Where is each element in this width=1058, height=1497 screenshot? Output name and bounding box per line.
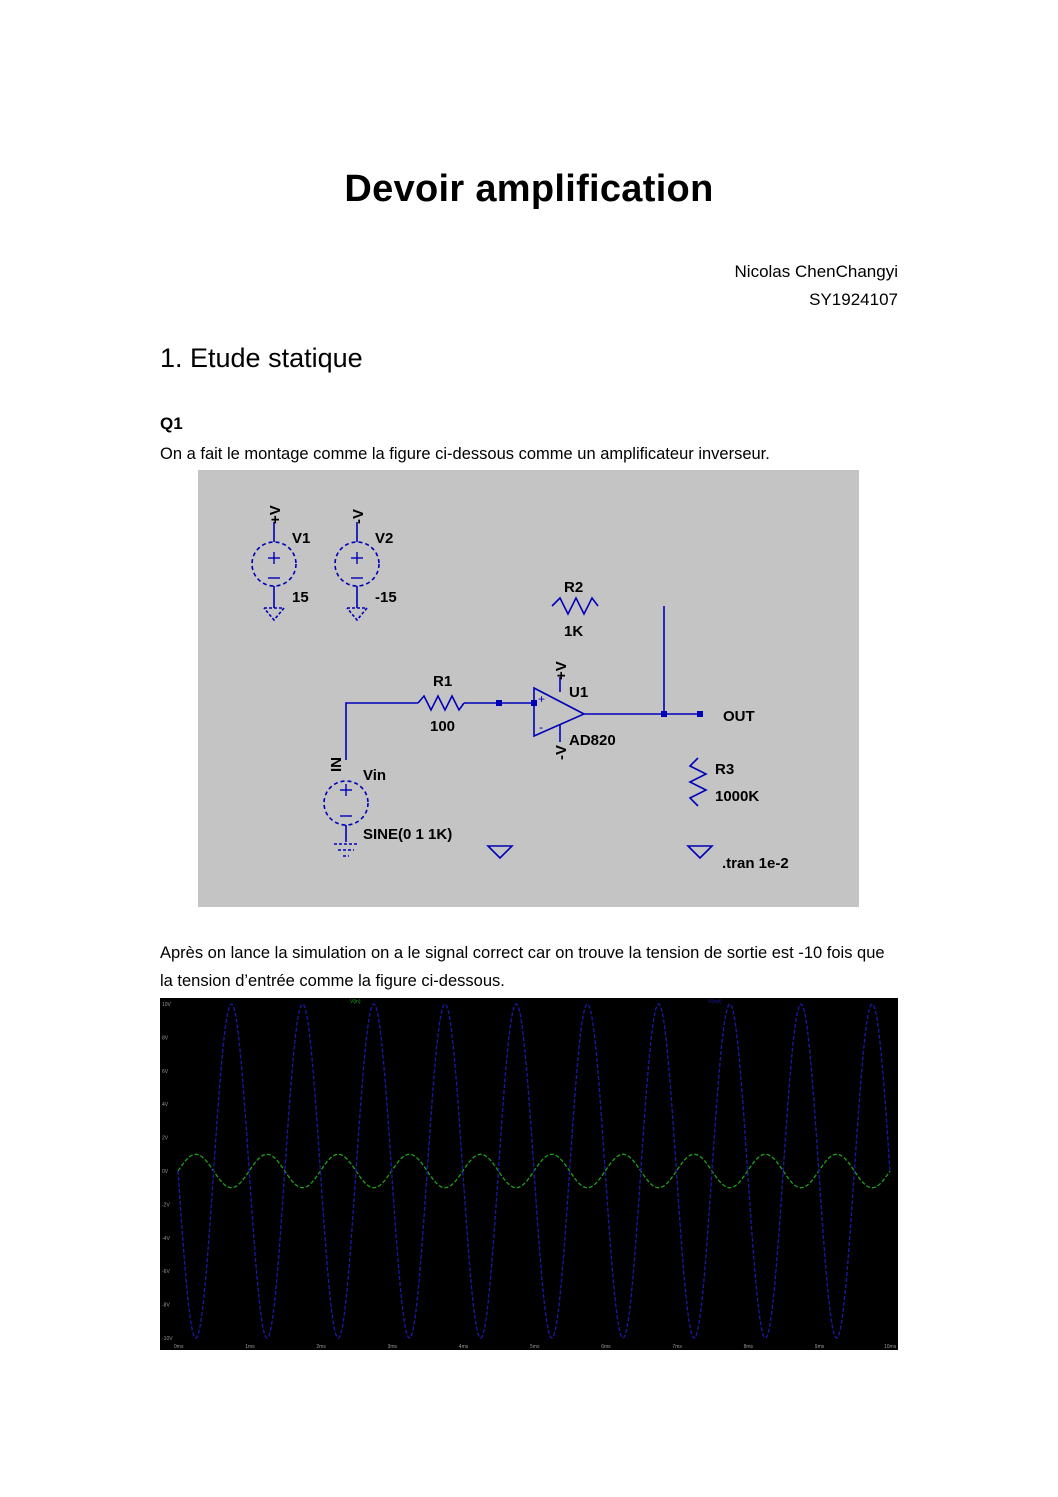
- u1-plus-label: +V: [553, 661, 570, 680]
- x-tick-label: 8ms: [743, 1344, 754, 1350]
- legend-entry: V(out): [708, 999, 722, 1005]
- author-name: Nicolas ChenChangyi: [734, 262, 898, 281]
- x-tick-label: 2ms: [316, 1344, 326, 1350]
- y-tick-label: 6V: [162, 1068, 169, 1075]
- vin-value: SINE(0 1 1K): [363, 826, 453, 843]
- plot-background: [160, 998, 898, 1350]
- tran-directive: .tran 1e-2: [722, 855, 789, 872]
- r2-value: 1K: [564, 623, 584, 640]
- v1-value: 15: [292, 589, 309, 606]
- v1-name: V1: [292, 530, 311, 547]
- y-tick-label: -8V: [162, 1302, 170, 1309]
- waveform-chart: [160, 998, 898, 1350]
- v2-minus-label: -V: [350, 509, 367, 524]
- r3-value: 1000K: [715, 788, 760, 805]
- y-tick-label: 2V: [162, 1135, 169, 1142]
- u1-model: AD820: [569, 732, 616, 749]
- out-label: OUT: [723, 708, 755, 725]
- y-tick-label: 4V: [162, 1102, 169, 1109]
- r1-value: 100: [430, 718, 456, 735]
- r3-name: R3: [715, 761, 735, 778]
- u1-minus-label: -V: [553, 745, 570, 760]
- paragraph-simulation: Après on lance la simulation on a le signal correct car on trouve la tension de sortie est -10 fois que la tension d’entrée comme la figure ci-dessous.: [160, 944, 885, 990]
- v2-value: -15: [375, 589, 397, 606]
- schematic-drawing: [198, 470, 859, 907]
- y-tick-label: -4V: [162, 1235, 170, 1242]
- vin-name: Vin: [363, 767, 387, 784]
- x-tick-label: 3ms: [387, 1344, 398, 1350]
- u1-minus-sign: -: [539, 720, 543, 734]
- document-title: Devoir amplification: [344, 168, 714, 210]
- x-tick-label: 1ms: [245, 1344, 255, 1350]
- r2-name: R2: [564, 579, 584, 596]
- y-tick-label: -6V: [162, 1269, 170, 1276]
- y-tick-label: -10V: [162, 1336, 173, 1342]
- u1-plus-sign: +: [538, 692, 546, 706]
- circuit-schematic: [198, 470, 859, 907]
- r1-name: R1: [433, 673, 453, 690]
- x-tick-label: 9ms: [814, 1344, 825, 1350]
- x-tick-label: 4ms: [458, 1344, 469, 1350]
- in-label: IN: [328, 757, 345, 772]
- x-tick-label: 5ms: [530, 1344, 540, 1350]
- waveform-plot: [160, 998, 898, 1350]
- y-tick-label: 8V: [162, 1035, 169, 1042]
- x-tick-label: 0ms: [174, 1344, 184, 1350]
- author-block: [735, 258, 898, 314]
- y-tick-label: 0V: [162, 1169, 169, 1175]
- x-tick-label: 10ms: [884, 1344, 897, 1350]
- paragraph-intro: On a fait le montage comme la figure ci-dessous comme un amplificateur inverseur.: [160, 445, 770, 463]
- y-tick-label: 10V: [162, 1002, 171, 1008]
- legend-entry: V(in): [350, 999, 361, 1005]
- y-tick-label: -2V: [162, 1202, 170, 1209]
- author-id: SY1924107: [809, 290, 898, 309]
- question-label: Q1: [160, 414, 183, 433]
- v2-name: V2: [375, 530, 394, 547]
- u1-name: U1: [569, 684, 589, 701]
- x-tick-label: 7ms: [672, 1344, 682, 1350]
- v1-plus-label: +V: [267, 505, 284, 524]
- section-heading: 1. Etude statique: [160, 343, 363, 373]
- x-tick-label: 6ms: [601, 1344, 611, 1350]
